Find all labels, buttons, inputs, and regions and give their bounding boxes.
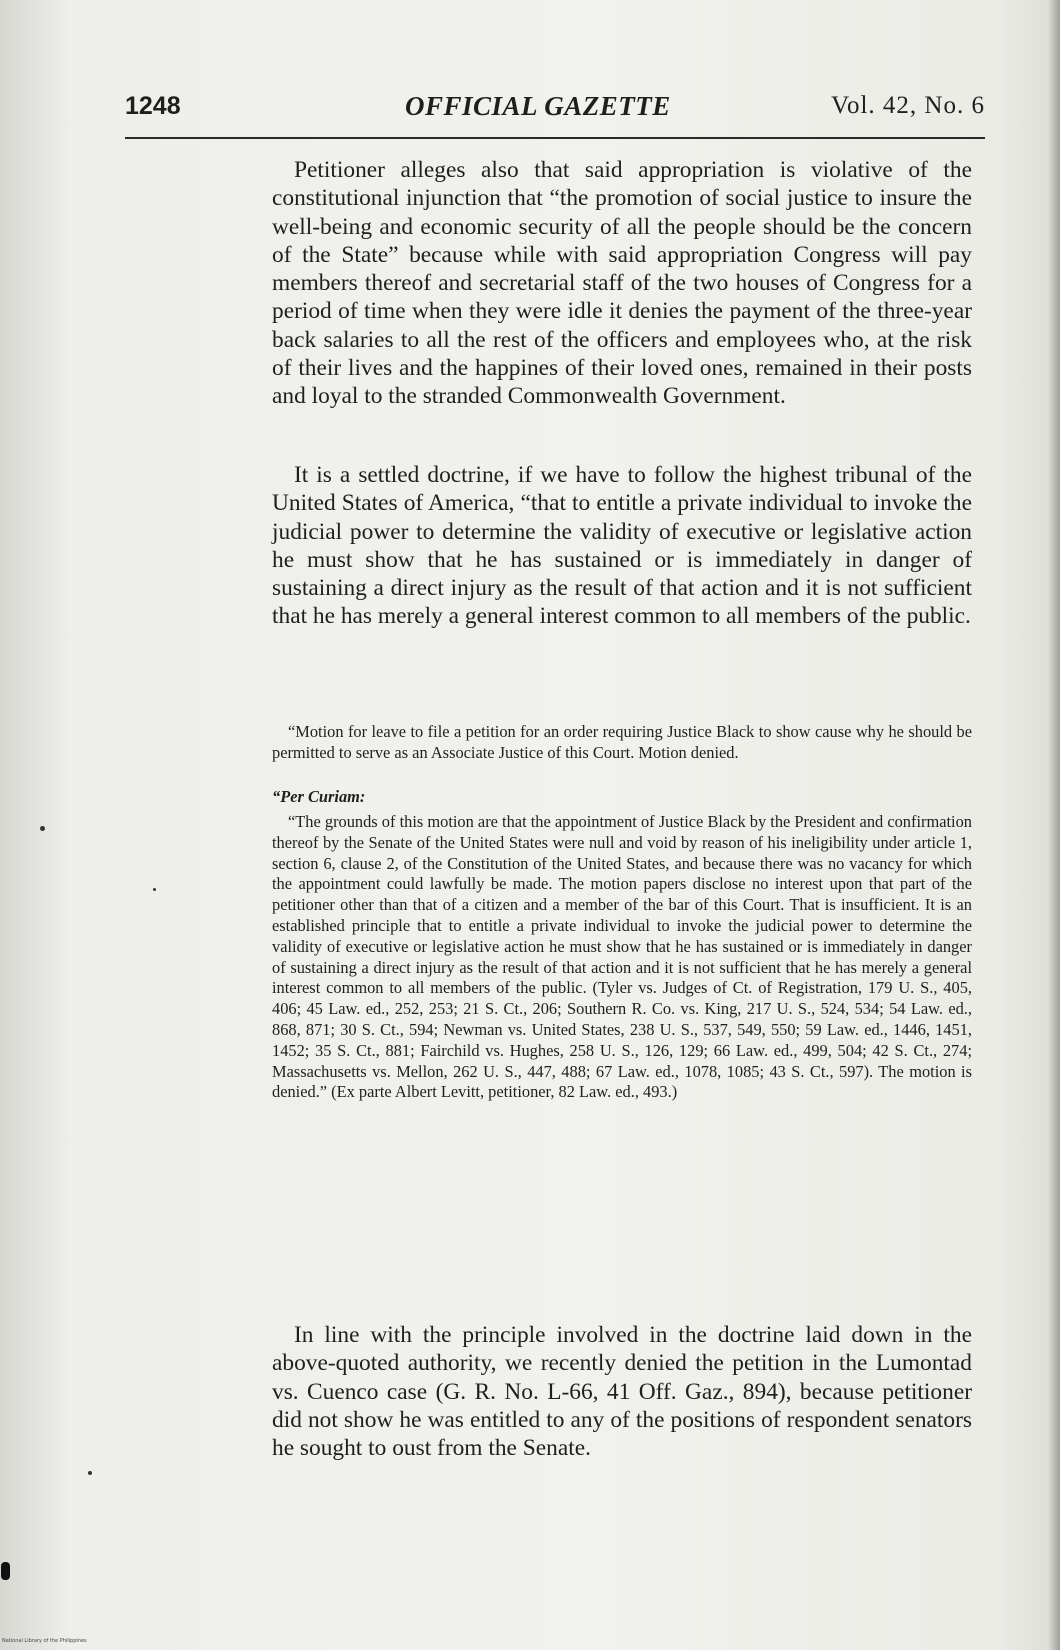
per-curiam-heading: “Per Curiam: (272, 787, 366, 806)
paragraph-in-line-with-principle: In line with the principle involved in the doctrine laid down in the above-quoted authority, we recently denied the petition in the Lumontad vs. Cuenco case (G. R. No. L-66, 41 Off. Gaz., 894), because petitioner did not show he was entitled to any of the positions of respondent senators he sought to oust from the Senate. (272, 1322, 972, 1462)
volume-number: Vol. 42, No. 6 (831, 92, 985, 119)
paragraph-petitioner-alleges: Petitioner alleges also that said appropriation is violative of the constitutional injunction that “the promotion of social justice to insure the well-being and economic security of all the people should be the concern of the State” because while with said appropriation Congress will pay members thereof and secretarial staff of the two houses of Congress for a period of time when they were idle it denies the payment of the three-year back salaries to all the rest of the officers and employees who, at the risk of their lives and the happines of their loved ones, remained in their posts and loyal to the stranded Commonwealth Government. (272, 157, 972, 410)
paragraph-settled-doctrine: It is a settled doctrine, if we have to follow the highest tribunal of the United States of America, “that to entitle a private individual to invoke the judicial power to determine the validity of executive or legislative action he must show that he has sustained or is immediately in danger of sustaining a direct injury as the result of that action and it is not sufficient that he has merely a general interest common to all members of the public. (272, 462, 972, 630)
page-edge-shadow (1048, 0, 1060, 1650)
scan-speck (1, 1562, 10, 1580)
quote-motion-for-leave: “Motion for leave to file a petition for an order requiring Justice Black to show cause why he should be permitted to serve as an Associate Justice of this Court. Motion denied. (272, 722, 972, 762)
scan-footer: National Library of the Philippines (2, 1638, 87, 1644)
page-header (125, 92, 985, 128)
scan-speck (153, 888, 156, 891)
scan-speck (40, 826, 45, 831)
scan-speck (88, 1471, 92, 1475)
quote-grounds-of-motion: “The grounds of this motion are that the appointment of Justice Black by the President and confirmation thereof by the Senate of the United States were null and void by reason of his ineligibility under article 1, section 6, clause 2, of the Constitution of the United States, and because there was no vacancy for which the appointment could lawfully be made. The motion papers disclose no interest upon that part of the petitioner other than that of a citizen and a member of the bar of this Court. That is insufficient. It is an established principle that to entitle a private individual to invoke the judicial power to determine the validity of executive or legislative action he must show that he has sustained or is immediately in danger of sustaining a direct injury as the result of that action and it is not sufficient that he has merely a general interest common to all members of the public. (Tyler vs. Judges of Ct. of Registration, 179 U. S., 405, 406; 45 Law. ed., 252, 253; 21 S. Ct., 206; Southern R. Co. vs. King, 217 U. S., 524, 534; 54 Law. ed., 868, 871; 30 S. Ct., 594; Newman vs. United States, 238 U. S., 537, 549, 550; 59 Law. ed., 1446, 1451, 1452; 35 S. Ct., 881; Fairchild vs. Hughes, 258 U. S., 126, 129; 66 Law. ed., 499, 504; 42 S. Ct., 274; Massachusetts vs. Mellon, 262 U. S., 447, 488; 67 Law. ed., 1078, 1085; 43 S. Ct., 597). The motion is denied.” (Ex parte Albert Levitt, petitioner, 82 Law. ed., 493.) (272, 812, 972, 1102)
page-number: 1248 (125, 92, 181, 120)
header-rule (125, 137, 985, 139)
publication-title: OFFICIAL GAZETTE (405, 91, 671, 121)
